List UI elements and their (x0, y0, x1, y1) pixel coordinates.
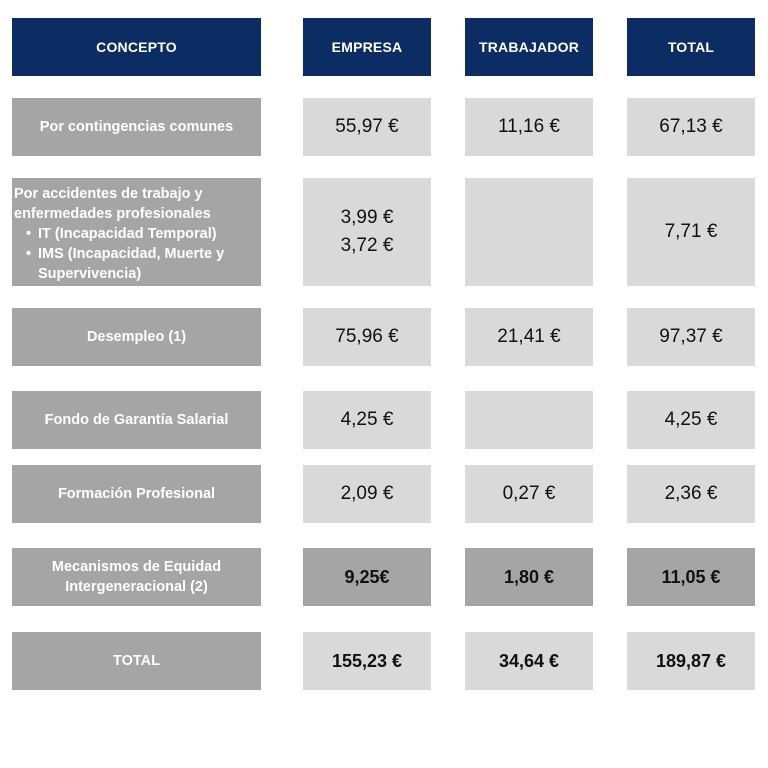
bullet-icon: • (26, 226, 32, 242)
empresa-contingencias-comunes: 55,97 € (303, 98, 431, 156)
empresa-mei: 9,25€ (303, 548, 431, 606)
concept-line: enfermedades profesionales (14, 206, 211, 222)
empresa-desempleo: 75,96 € (303, 308, 431, 366)
total-accidentes-trabajo: 7,71 € (627, 178, 755, 286)
concept-desempleo: Desempleo (1) (12, 308, 261, 366)
empresa-total: 155,23 € (303, 632, 431, 690)
header-total: TOTAL (627, 18, 755, 76)
header-concepto: CONCEPTO (12, 18, 261, 76)
value-it: 3,99 € (340, 207, 394, 228)
trabajador-fogasa (465, 391, 593, 449)
concept-line: Por accidentes de trabajo y (14, 186, 203, 202)
total-formacion-profesional: 2,36 € (627, 465, 755, 523)
concept-fogasa: Fondo de Garantía Salarial (12, 391, 261, 449)
grand-total: 189,87 € (627, 632, 755, 690)
bullet-item (14, 244, 259, 264)
trabajador-contingencias-comunes: 11,16 € (465, 98, 593, 156)
bullet-continuation: Supervivencia) (38, 266, 142, 282)
concept-line: Intergeneracional (2) (65, 579, 208, 595)
trabajador-formacion-profesional: 0,27 € (465, 465, 593, 523)
trabajador-mei: 1,80 € (465, 548, 593, 606)
total-desempleo: 97,37 € (627, 308, 755, 366)
bullet-icon: • (26, 246, 32, 262)
trabajador-total: 34,64 € (465, 632, 593, 690)
total-mei: 11,05 € (627, 548, 755, 606)
concept-contingencias-comunes: Por contingencias comunes (12, 98, 261, 156)
total-fogasa: 4,25 € (627, 391, 755, 449)
concept-line: Mecanismos de Equidad (51, 559, 222, 575)
bullet-item (14, 224, 259, 244)
total-contingencias-comunes: 67,13 € (627, 98, 755, 156)
empresa-formacion-profesional: 2,09 € (303, 465, 431, 523)
concept-formacion-profesional: Formación Profesional (12, 465, 261, 523)
bullet-text: IMS (Incapacidad, Muerte y (38, 246, 225, 262)
concept-accidentes-trabajo (12, 178, 261, 286)
trabajador-desempleo: 21,41 € (465, 308, 593, 366)
concept-total: TOTAL (12, 632, 261, 690)
trabajador-accidentes-trabajo (465, 178, 593, 286)
bullet-text: IT (Incapacidad Temporal) (38, 226, 217, 242)
header-trabajador: TRABAJADOR (465, 18, 593, 76)
empresa-accidentes-trabajo (303, 178, 431, 286)
concept-mei (12, 548, 261, 606)
value-ims: 3,72 € (340, 235, 394, 256)
empresa-fogasa: 4,25 € (303, 391, 431, 449)
header-empresa: EMPRESA (303, 18, 431, 76)
